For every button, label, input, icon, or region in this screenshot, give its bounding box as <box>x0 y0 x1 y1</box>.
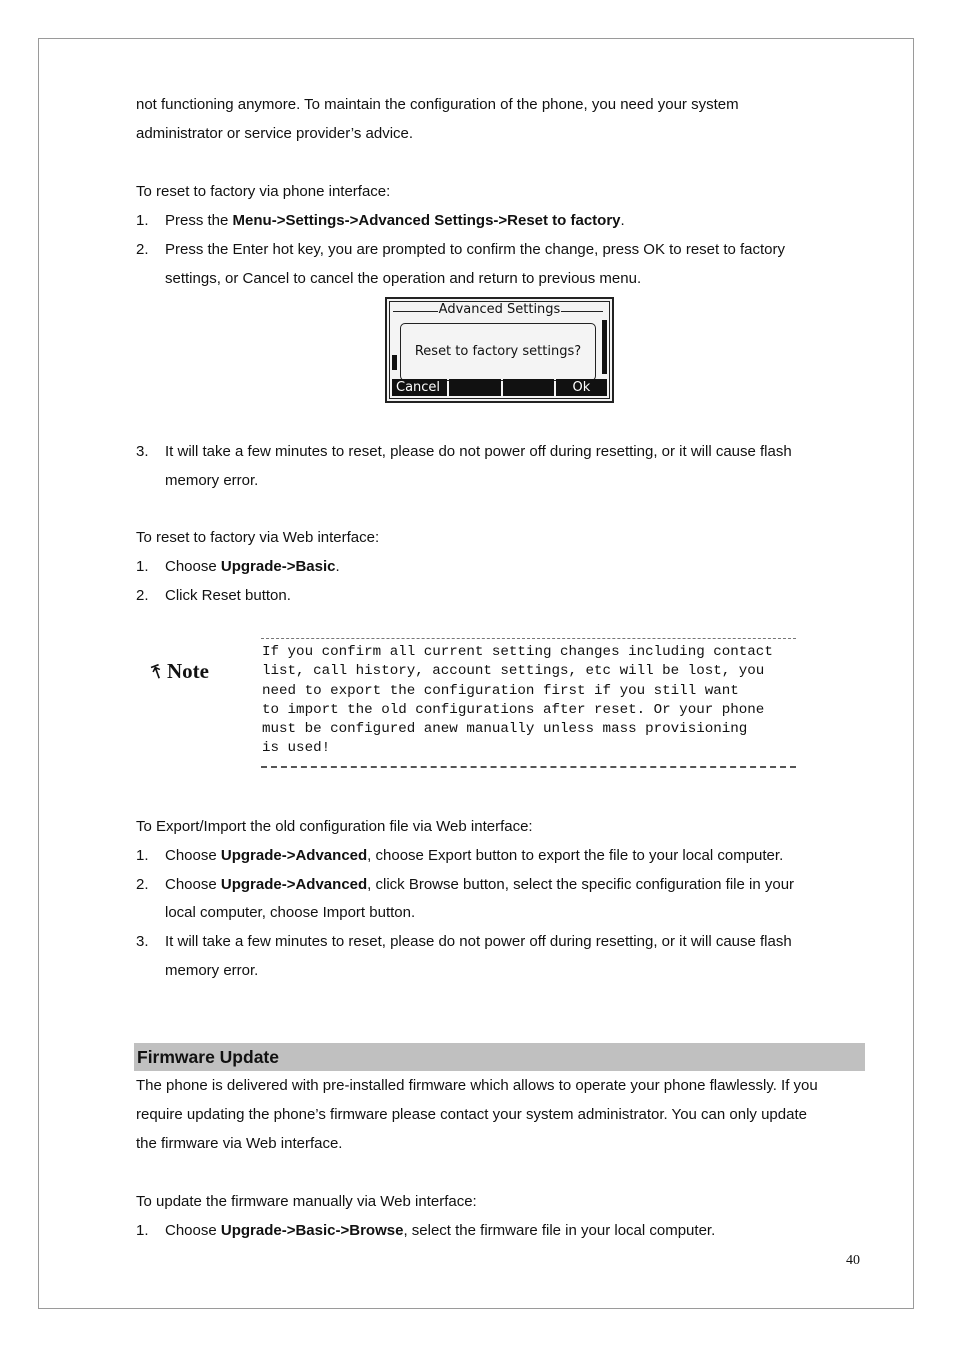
export-import-heading: To Export/Import the old configuration file via Web interface: <box>136 818 533 835</box>
intro-line-1: not functioning anymore. To maintain the configuration of the phone, you need your system <box>136 96 739 113</box>
phone-reset-heading: To reset to factory via phone interface: <box>136 183 391 200</box>
menu-path: Menu->Settings->Advanced Settings->Reset to factory <box>232 212 621 229</box>
scrollbar <box>602 320 607 374</box>
blank-softkey[interactable] <box>503 379 554 396</box>
export-step-1: Choose Upgrade->Advanced, choose Export button to export the file to your local computer. <box>165 847 784 864</box>
note-divider-bottom <box>261 766 796 768</box>
confirm-dialog: Reset to factory settings? <box>400 323 596 381</box>
page-number: 40 <box>846 1253 860 1268</box>
list-number: 1. <box>136 558 149 575</box>
screen-title: Advanced Settings <box>438 302 561 317</box>
phone-reset-step-3-line-2: memory error. <box>165 472 259 489</box>
firmware-step-1: Choose Upgrade->Basic->Browse, select the firmware file in your local computer. <box>165 1222 716 1239</box>
firmware-heading: To update the firmware manually via Web interface: <box>136 1193 477 1210</box>
list-number: 1. <box>136 212 149 229</box>
blank-softkey[interactable] <box>449 379 500 396</box>
phone-reset-step-2-line-1: Press the Enter hot key, you are prompted to confirm the change, press OK to reset to factory <box>165 241 786 258</box>
softkey-bar <box>392 379 607 396</box>
menu-path: Upgrade->Basic <box>220 558 336 575</box>
import-step-2-line-1: Choose Upgrade->Advanced, click Browse button, select the specific configuration file in your <box>165 876 795 893</box>
phone-screen-frame <box>389 301 610 399</box>
list-number: 3. <box>136 443 149 460</box>
cancel-softkey[interactable]: Cancel <box>392 379 447 396</box>
list-number: 2. <box>136 876 149 893</box>
list-number: 1. <box>136 1222 149 1239</box>
pushpin-icon: ⤒ <box>149 661 165 683</box>
ok-softkey[interactable]: Ok <box>556 379 607 396</box>
menu-path: Upgrade->Advanced <box>220 847 368 864</box>
web-reset-heading: To reset to factory via Web interface: <box>136 529 380 546</box>
menu-path: Upgrade->Basic->Browse <box>220 1222 404 1239</box>
import-step-2-line-2: local computer, choose Import button. <box>165 904 416 921</box>
export-step-3-line-2: memory error. <box>165 962 259 979</box>
note-label: ⤒ Note <box>153 658 209 685</box>
phone-reset-step-1: Press the Menu->Settings->Advanced Settings->Reset to factory. <box>165 212 625 229</box>
list-number: 3. <box>136 933 149 950</box>
intro-line-2: administrator or service provider’s advice. <box>136 125 414 142</box>
web-reset-step-1: Choose Upgrade->Basic. <box>165 558 340 575</box>
web-reset-step-2: Click Reset button. <box>165 587 291 604</box>
selection-marker <box>392 355 397 370</box>
phone-reset-step-3-line-1: It will take a few minutes to reset, please do not power off during resetting, or it will cause flash <box>165 443 792 460</box>
menu-path: Upgrade->Advanced <box>220 876 368 893</box>
note-text: If you confirm all current setting changes including contact list, call history, account settings, etc will be lost, you need to export the configuration first if you still want to import the old configurations after reset. Or your phone must be configured anew manually unless mass provisioning is used! <box>262 644 773 757</box>
firmware-para-line-3: the firmware via Web interface. <box>136 1135 343 1152</box>
firmware-para-line-2: require updating the phone’s firmware please contact your system administrator. You can only update <box>136 1106 807 1123</box>
phone-reset-step-2-line-2: settings, or Cancel to cancel the operation and return to previous menu. <box>165 270 642 287</box>
list-number: 2. <box>136 241 149 258</box>
export-step-3-line-1: It will take a few minutes to reset, please do not power off during resetting, or it will cause flash <box>165 933 792 950</box>
note-divider-top <box>261 638 796 639</box>
firmware-para-line-1: The phone is delivered with pre-installed firmware which allows to operate your phone flawlessly. If you <box>136 1077 818 1094</box>
list-number: 1. <box>136 847 149 864</box>
phone-screen-figure <box>385 297 614 403</box>
list-number: 2. <box>136 587 149 604</box>
section-title: Firmware Update <box>137 1047 279 1067</box>
